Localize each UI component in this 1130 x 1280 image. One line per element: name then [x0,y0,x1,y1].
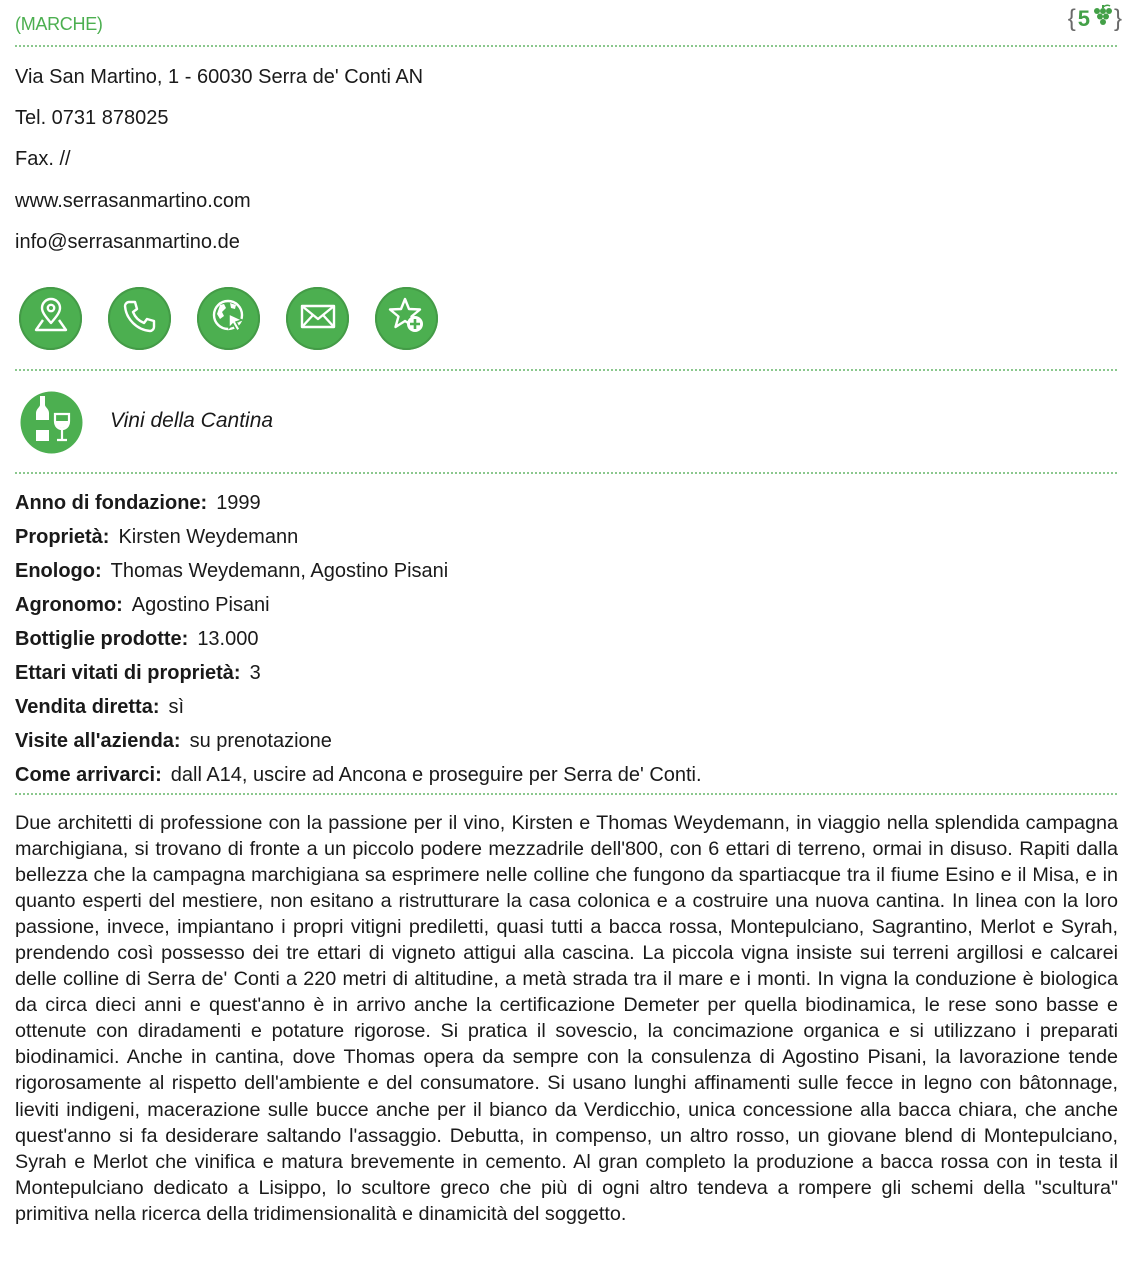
map-pin-icon [31,296,71,341]
fact-value: Agostino Pisani [131,594,270,616]
fact-value: Kirsten Weydemann [118,526,299,548]
divider [15,369,1117,371]
fact-value: 1999 [216,492,261,514]
fact-value: 13.000 [197,628,259,650]
fact-label: Agronomo: [15,594,123,616]
fact-label: Vendita diretta: [15,696,160,718]
fact-label: Visite all'azienda: [15,730,181,752]
grapes-icon [1092,4,1114,34]
wines-button[interactable] [20,391,83,459]
fact-label: Anno di fondazione: [15,492,208,514]
mail-button[interactable] [286,287,349,350]
fact-row [15,526,702,560]
rating-badge [1068,4,1122,34]
fact-row [15,560,702,594]
telephone[interactable]: Tel. 0731 878025 [15,107,169,129]
fact-label: Come arrivarci: [15,764,162,786]
winery-description: Due architetti di professione con la passione per il vino, Kirsten e Thomas Weydemann, in viaggio nella splendida campagna marchigiana, si trovano di fronte a un piccolo podere mezzadrile dell'800, con 6 ettari di terreno, ormai in disuso. Rapiti dalla bellezza che la campagna marchigiana sa esprimere nelle colline che fungono da spartiacque tra il fiume Esino e il Misa, e in quanto esperti del mestiere, non esitano a ristrutturare la casa colonica e a costruire una nuova cantina. In linea con la loro passione, invece, impiantano i propri vitigni prediletti, quasi tutti a bacca rossa, Montepulciano, Sagrantino, Merlot e Syrah, prendendo così possesso dei tre ettari di vigneto attigui alla cascina. La piccola vigna insiste sui terreni argillosi e calcarei delle colline di Serra de' Conti a 220 metri di altitudine, a metà strada tra il mare e i monti. In vigna la conduzione è biologica da circa dieci anni e quest'anno è in arrivo anche la certificazione Demeter per quella biodinamica, le rese sono basse e ottenute con diradamenti e potature rigorose. Si pratica il sovescio, la concimazione organica e si utilizzano i preparati biodinamici. Anche in cantina, dove Thomas opera da sempre con la consulenza di Agostino Pisani, la lavorazione tende rigorosamente al rispetto dell'ambiente e del consumatore. Si usano lunghi affinamenti sulle fecce in legno con bâtonnage, lieviti indigeni, macerazione sulle bucce anche per il bianco da Verdicchio, unica concessione alla bacca chiara, che anche quest'anno si fa desiderare saltando l'assaggio. Debutta, in compenso, un altro rosso, un giovane blend di Montepulciano, Syrah e Merlot che vinifica e matura brevemente in cemento. Al gran completo la produzione a bacca rossa con in testa il Montepulciano dedicato a Lisippo, lo scultore greco che più di ogni altro tendeva a rompere gli schemi della "scultura" primitiva nella ricerca della tridimensionalità e dinamicità del soggetto. [15,812,1118,1225]
address: Via San Martino, 1 - 60030 Serra de' Conti AN [15,66,424,88]
fact-value: su prenotazione [189,730,332,752]
fact-value: 3 [249,662,261,684]
fact-value: Thomas Weydemann, Agostino Pisani [110,560,449,582]
fact-label: Enologo: [15,560,102,582]
rating-value: 5 [1077,6,1090,31]
winery-facts [15,492,702,798]
fact-value: dall A14, uscire ad Ancona e proseguire per Serra de' Conti. [170,764,702,786]
call-button[interactable] [108,287,171,350]
divider [15,45,1117,47]
website-button[interactable] [197,287,260,350]
fact-row [15,628,702,662]
fact-label: Ettari vitati di proprietà: [15,662,241,684]
globe-cursor-icon [208,295,250,342]
action-icons [19,287,464,350]
mail-icon [297,296,339,341]
email-link[interactable]: info@serrasanmartino.de [15,231,240,253]
fact-row [15,730,702,764]
wine-bottle-glass-icon [20,391,83,454]
fact-row [15,696,702,730]
fact-label: Proprietà: [15,526,110,548]
map-button[interactable] [19,287,82,350]
divider [15,472,1117,474]
phone-icon [120,296,160,341]
region-label: (MARCHE) [15,14,103,34]
rating-brace-close: } [1113,5,1122,32]
favorite-button[interactable] [375,287,438,350]
fact-value: sì [168,696,185,718]
wines-link[interactable]: Vini della Cantina [110,409,274,432]
star-add-icon [385,294,429,343]
divider [15,793,1117,795]
fact-row [15,594,702,628]
fact-row [15,492,702,526]
fact-row [15,662,702,696]
fax: Fax. // [15,148,71,170]
website-link[interactable]: www.serrasanmartino.com [15,190,251,212]
fact-label: Bottiglie prodotte: [15,628,189,650]
rating-brace-open: { [1067,5,1076,32]
